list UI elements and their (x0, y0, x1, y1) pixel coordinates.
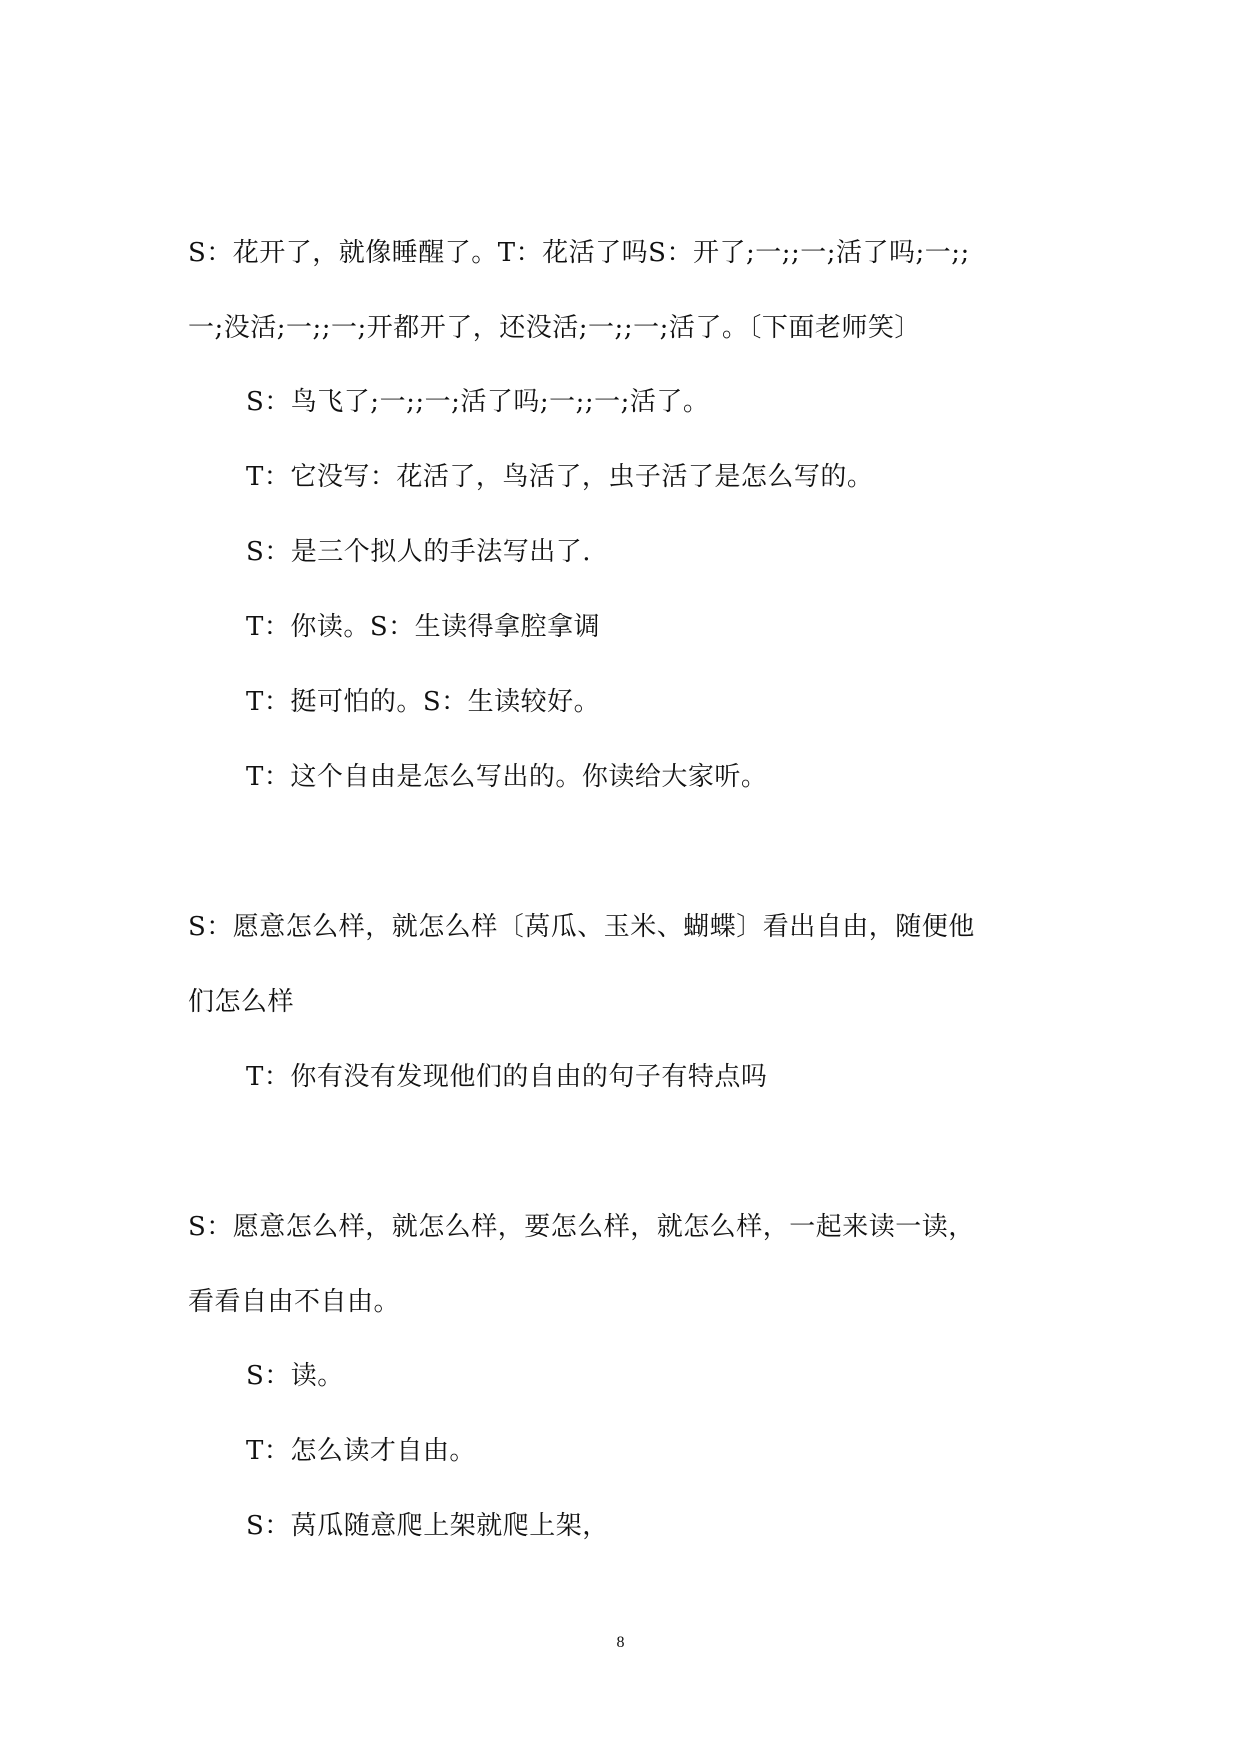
paragraph-line: T：怎么读才自由。 (246, 1436, 476, 1466)
paragraph-line: S：花开了，就像睡醒了。T：花活了吗S：开了;一;;一;活了吗;一;; (188, 238, 970, 268)
paragraph-line: 看看自由不自由。 (188, 1287, 401, 1317)
paragraph-line: S：莴瓜随意爬上架就爬上架， (246, 1511, 609, 1541)
paragraph-line: T：挺可怕的。S：生读较好。 (246, 687, 601, 717)
paragraph-line: T：这个自由是怎么写出的。你读给大家听。 (246, 762, 768, 792)
paragraph-line: T：你有没有发现他们的自由的句子有特点吗 (246, 1062, 768, 1092)
paragraph-line: S：愿意怎么样，就怎么样，要怎么样，就怎么样，一起来读一读， (188, 1212, 975, 1242)
page-number: 8 (616, 1634, 625, 1651)
paragraph-line: S：读。 (246, 1361, 344, 1391)
paragraph-line: T：它没写：花活了，鸟活了，虫子活了是怎么写的。 (246, 462, 874, 492)
paragraph-line: 一;没活;一;;一;开都开了，还没活;一;;一;活了。〔下面老师笑〕 (188, 313, 921, 343)
paragraph-line: S：愿意怎么样，就怎么样〔莴瓜、玉米、蝴蝶〕看出自由，随便他 (188, 912, 975, 942)
paragraph-line: 们怎么样 (188, 987, 295, 1017)
paragraph-line: T：你读。S：生读得拿腔拿调 (246, 612, 601, 642)
paragraph-line: S：是三个拟人的手法写出了. (246, 537, 592, 567)
paragraph-line: S：鸟飞了;一;;一;活了吗;一;;一;活了。 (246, 387, 710, 417)
